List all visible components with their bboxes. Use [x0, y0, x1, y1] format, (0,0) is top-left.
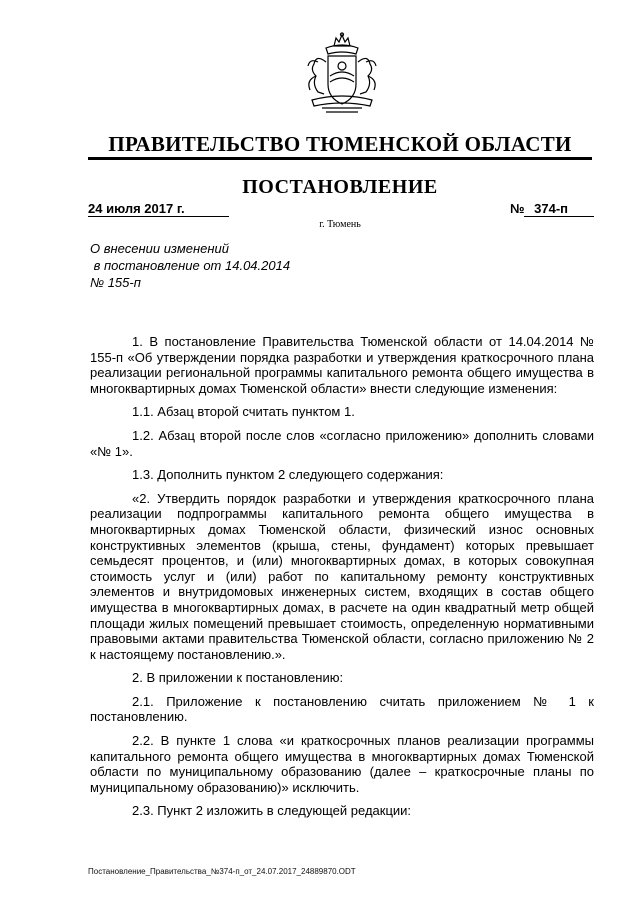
title-rule [88, 157, 592, 160]
body-paragraph: «2. Утвердить порядок разработки и утверждения краткосрочного плана реализации подпрограммы капитального ремонта общего имущества в многоквартирных домах Тюменской области, физический износ основных конструктивных элементов (крыша, стены, фундамент) которых превышает семьдесят процентов, и (или) многоквартирных домах, в которых совокупная стоимость услуг и (или) работ по капитальному ремонту конструктивных элементов и внутридомовых инженерных систем, входящих в состав общего имущества в многоквартирных домах, в расчете на один квадратный метр общей площади жилых помещений превышает стоимость, определенную нормативными правовыми актами правительства Тюменской области, согласно приложению № 2 к настоящему постановлению.». [90, 490, 594, 662]
document-body [90, 334, 594, 827]
body-paragraph: 1.3. Дополнить пунктом 2 следующего содержания: [132, 467, 444, 483]
city: г. Тюмень [319, 219, 361, 230]
document-date: 24 июля 2017 г. [88, 201, 185, 216]
body-paragraph: 2.3. Пункт 2 изложить в следующей редакции: [132, 803, 412, 819]
subject-line: № 155-п [90, 275, 141, 290]
subject-line: О внесении изменений [90, 241, 229, 256]
government-title: ПРАВИТЕЛЬСТВО ТЮМЕНСКОЙ ОБЛАСТИ [108, 132, 572, 156]
document-type: ПОСТАНОВЛЕНИЕ [242, 176, 438, 198]
body-paragraph: 2. В приложении к постановлению: [132, 670, 344, 686]
coat-of-arms-icon [296, 32, 388, 116]
number-prefix: № [510, 201, 525, 216]
body-paragraph: 2.1. Приложение к постановлению считать приложением № 1 к постановлению. [90, 693, 594, 725]
body-paragraph: 1. В постановление Правительства Тюменской области от 14.04.2014 № 155-п «Об утверждении порядка разработки и утверждения краткосрочного плана реализации региональной программы капитального ремонта общего имущества в многоквартирных домах Тюменской области» внести следующие изменения: [90, 334, 594, 396]
document-subject [90, 240, 290, 291]
number-underline [524, 216, 594, 217]
document-number [510, 201, 568, 216]
body-paragraph: 2.2. В пункте 1 слова «и краткосрочных планов реализации программы капитального ремонта общего имущества в многоквартирных домах Тюменской области по муниципальному образованию (далее – краткосрочные планы по муниципальному образованию)» исключить. [90, 733, 594, 795]
body-paragraph: 1.2. Абзац второй после слов «согласно приложению» дополнить словами «№ 1». [90, 427, 594, 459]
subject-line: в постановление от 14.04.2014 [90, 258, 291, 273]
body-paragraph: 1.1. Абзац второй считать пунктом 1. [132, 404, 355, 420]
date-underline [88, 216, 229, 217]
file-footer: Постановление_Правительства_№374-п_от_24.07.2017_24889870.ODT [88, 867, 356, 876]
number-value: 374-п [534, 201, 568, 216]
